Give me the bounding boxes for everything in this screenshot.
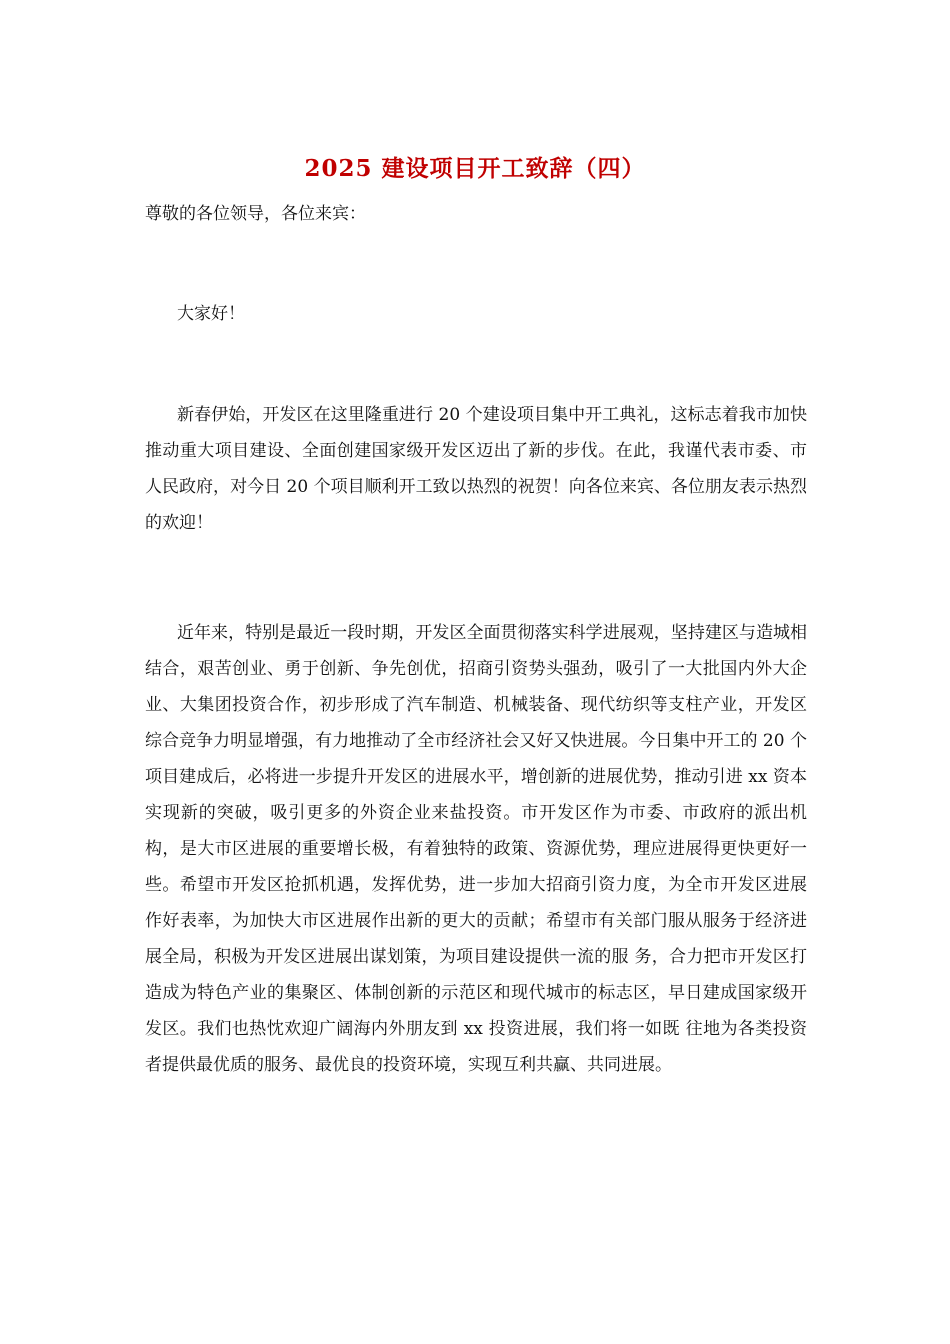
document-title: 2025 建设项目开工致辞（四） [304,155,646,182]
salutation: 尊敬的各位领导，各位来宾： [145,204,366,224]
greeting: 大家好！ [177,304,245,324]
paragraph-main: 近年来，特别是最近一段时期，开发区全面贯彻落实科学进展观，坚持建区与造城相结合，艰苦创业、勇于创新、争先创优，招商引资势头强劲，吸引了一大批国内外大企业、大集团投资合作，初步形成了汽车制造、机械装备、现代纺织等支柱产业，开发区综合竞争力明显增强，有力地推动了全市经济社会又好又快进展。今日集中开工的 20 个项目建成后，必将进一步提升开发区的进展水平，增创新的进展优势，推动引进 xx 资本实现新的突破，吸引更多的外资企业来盐投资。市开发区作为市委、市政府的派出机构，是大市区进展的重要增长极，有着独特的政策、资源优势，理应进展得更快更好一些。希望市开发区抢抓机遇，发挥优势，进一步加大招商引资力度，为全市开发区进展作好表率，为加快大市区进展作出新的更大的贡献；希望市有关部门服从服务于经济进展全局，积极为开发区进展出谋划策，为项目建设提供一流的服 务，合力把市开发区打造成为特色产业的集聚区、体制创新的示范区和现代城市的标志区，早日建成国家级开发区。我们也热忱欢迎广阔海内外朋友到 xx 投资进展，我们将一如既 往地为各类投资者提供最优质的服务、最优良的投资环境，实现互利共赢、共同进展。 [145,623,807,1075]
paragraph-opening: 新春伊始，开发区在这里隆重进行 20 个建设项目集中开工典礼，这标志着我市加快推动重大项目建设、全面创建国家级开发区迈出了新的步伐。在此，我谨代表市委、市人民政府，对今日 20 个项目顺利开工致以热烈的祝贺！向各位来宾、各位朋友表示热烈的欢迎！ [145,405,807,533]
